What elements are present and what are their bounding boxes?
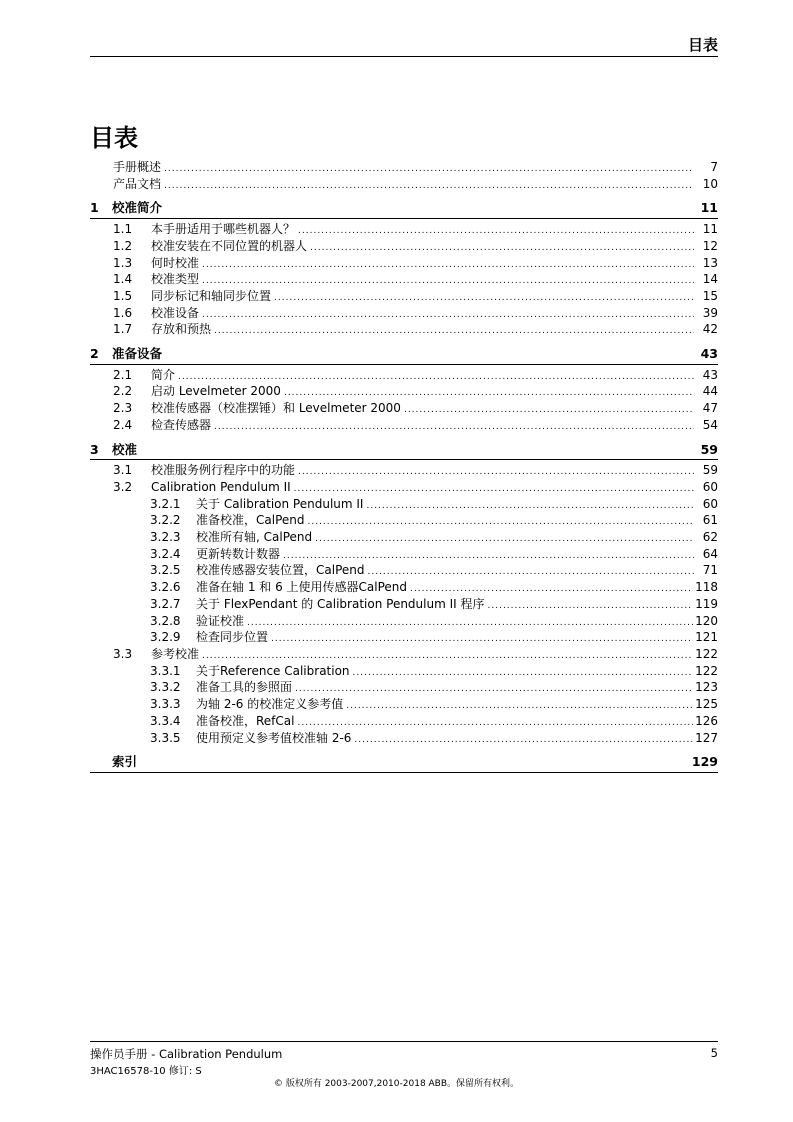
toc-entry-label: 检查传感器 bbox=[151, 417, 212, 432]
toc-leader-dots bbox=[214, 420, 694, 435]
toc-entry-label: 校准类型 bbox=[151, 272, 200, 287]
toc-entry-label: 校准服务例行程序中的功能 bbox=[151, 463, 296, 478]
toc-entry-number: 1.4 bbox=[113, 272, 133, 287]
toc-leader-dots bbox=[367, 565, 694, 580]
toc-leader-dots bbox=[274, 291, 694, 306]
toc-entry-label: 手册概述 bbox=[113, 160, 162, 174]
toc-leader-dots bbox=[354, 733, 693, 748]
toc-entry-page: 118 bbox=[695, 580, 718, 595]
toc-entry-label: 关于 FlexPendant 的 Calibration Pendulum II 程序 bbox=[196, 596, 485, 611]
toc-entry-page: 61 bbox=[702, 513, 718, 528]
header-title: 目表 bbox=[687, 36, 718, 54]
toc-entry[interactable] bbox=[90, 368, 718, 385]
toc-entry-label: 校准传感器安装位置，CalPend bbox=[196, 563, 365, 578]
toc-entry[interactable] bbox=[90, 630, 718, 647]
toc-chapter-number: 1 bbox=[90, 200, 99, 216]
toc-leader-dots bbox=[310, 241, 694, 256]
toc-leader-dots bbox=[298, 224, 694, 239]
toc-entry-page: 7 bbox=[710, 160, 718, 174]
toc-entry[interactable] bbox=[90, 513, 718, 530]
toc-entry[interactable] bbox=[90, 418, 718, 435]
toc-entry-page: 60 bbox=[702, 496, 718, 511]
toc-entry-number: 3.2.8 bbox=[150, 613, 181, 628]
toc-entry-page: 64 bbox=[702, 546, 718, 561]
toc-entry-page: 122 bbox=[695, 663, 718, 678]
toc-entry[interactable] bbox=[90, 480, 718, 497]
toc-entry-label: 校准设备 bbox=[151, 305, 200, 320]
toc-entry-label: 启动 Levelmeter 2000 bbox=[151, 384, 281, 399]
toc-entry[interactable] bbox=[90, 563, 718, 580]
toc-entry-label: 何时校准 bbox=[151, 255, 200, 270]
toc-entry[interactable] bbox=[90, 614, 718, 631]
toc-leader-dots bbox=[178, 370, 694, 385]
toc-entry-label: 准备在轴 1 和 6 上使用传感器CalPend bbox=[196, 580, 408, 595]
copyright-notice: © 版权所有 2003-2007,2010-2018 ABB。保留所有权利。 bbox=[273, 1079, 520, 1089]
toc-leader-dots bbox=[214, 324, 694, 339]
toc-entry[interactable] bbox=[90, 580, 718, 597]
toc-leader-dots bbox=[294, 482, 694, 497]
toc-leader-dots bbox=[410, 582, 693, 597]
toc-entry-label: 简介 bbox=[151, 367, 176, 382]
toc-chapter-title: 索引 bbox=[112, 754, 138, 770]
toc-entry[interactable] bbox=[90, 463, 718, 480]
toc-entry-label: 准备校准，RefCal bbox=[196, 713, 295, 728]
page-title: 目表 bbox=[90, 124, 138, 152]
toc-entry-page: 13 bbox=[702, 255, 718, 270]
toc-entry-page: 14 bbox=[702, 272, 718, 287]
toc-entry-label: 校准安装在不同位置的机器人 bbox=[151, 238, 308, 253]
page-footer bbox=[90, 1041, 718, 1077]
toc-entry-page: 119 bbox=[695, 596, 718, 611]
toc-leader-dots bbox=[315, 532, 694, 547]
toc-entry-number: 3.3.5 bbox=[150, 730, 181, 745]
toc-entry[interactable] bbox=[90, 239, 718, 256]
toc-entry-page: 122 bbox=[695, 646, 718, 661]
toc-leader-dots bbox=[202, 274, 694, 289]
toc-entry-number: 3.2.3 bbox=[150, 530, 181, 545]
toc-entry-page: 60 bbox=[702, 479, 718, 494]
toc-chapter-heading[interactable] bbox=[90, 755, 718, 773]
toc-entry-page: 39 bbox=[702, 305, 718, 320]
toc-entry-label: 准备工具的参照面 bbox=[196, 680, 293, 695]
toc-chapter-page: 59 bbox=[700, 441, 718, 457]
page-header bbox=[90, 34, 718, 57]
toc-entry-label: 更新转数计数器 bbox=[196, 546, 281, 561]
toc-entry[interactable] bbox=[90, 222, 718, 239]
toc-entry[interactable] bbox=[90, 647, 718, 664]
toc-leader-dots bbox=[284, 386, 694, 401]
toc-entry[interactable] bbox=[90, 256, 718, 273]
toc-entry-page: 15 bbox=[702, 288, 718, 303]
toc-chapter-title: 准备设备 bbox=[112, 346, 163, 362]
toc-entry[interactable] bbox=[90, 177, 718, 194]
toc-entry-number: 2.2 bbox=[113, 384, 133, 399]
toc-entry-number: 2.3 bbox=[113, 401, 133, 416]
toc-entry-number: 3.2.5 bbox=[150, 563, 181, 578]
toc-chapter-page: 43 bbox=[700, 346, 718, 362]
toc-chapter-heading[interactable] bbox=[90, 443, 718, 461]
toc-entry-page: 43 bbox=[702, 367, 718, 382]
toc-leader-dots bbox=[353, 666, 694, 681]
toc-entry[interactable] bbox=[90, 731, 718, 748]
toc-entry-page: 12 bbox=[702, 238, 718, 253]
toc-entry[interactable] bbox=[90, 714, 718, 731]
toc-entry-page: 120 bbox=[695, 613, 718, 628]
toc-leader-dots bbox=[202, 258, 694, 273]
toc-entry[interactable] bbox=[90, 530, 718, 547]
toc-leader-dots bbox=[307, 515, 694, 530]
toc-entry[interactable] bbox=[90, 384, 718, 401]
toc-entry[interactable] bbox=[90, 289, 718, 306]
toc-entry[interactable] bbox=[90, 272, 718, 289]
toc-entry-page: 54 bbox=[702, 417, 718, 432]
toc-chapter-page: 129 bbox=[691, 754, 718, 770]
toc-entry-number: 3.3.1 bbox=[150, 663, 181, 678]
toc-entry-page: 123 bbox=[695, 680, 718, 695]
toc-entry-number: 3.2.9 bbox=[150, 630, 181, 645]
toc-leader-dots bbox=[297, 716, 693, 731]
toc-entry-number: 1.3 bbox=[113, 255, 133, 270]
toc-entry[interactable] bbox=[90, 497, 718, 514]
toc-entry-number: 3.3.4 bbox=[150, 713, 181, 728]
toc-entry[interactable] bbox=[90, 160, 718, 177]
toc-entry-page: 10 bbox=[702, 176, 718, 191]
toc-entry-page: 59 bbox=[702, 463, 718, 478]
toc-entry-label: 使用预定义参考值校准轴 2-6 bbox=[196, 730, 352, 745]
toc-entry-number: 2.4 bbox=[113, 417, 133, 432]
toc-leader-dots bbox=[271, 632, 693, 647]
toc-leader-dots bbox=[202, 649, 693, 664]
toc-chapter-number: 3 bbox=[90, 441, 99, 457]
toc-entry-label: 存放和预热 bbox=[151, 322, 212, 337]
toc-leader-dots bbox=[298, 465, 694, 480]
footer-doc-id: 3HAC16578-10 修订: S bbox=[90, 1066, 202, 1077]
toc-entry[interactable] bbox=[90, 597, 718, 614]
toc-entry-number: 3.2.2 bbox=[150, 513, 181, 528]
toc-leader-dots bbox=[404, 403, 694, 418]
toc-entry-number: 3.2.6 bbox=[150, 580, 181, 595]
toc-entry-label: 关于Reference Calibration bbox=[196, 663, 350, 678]
footer-manual-title: 操作员手册 - Calibration Pendulum bbox=[90, 1047, 283, 1061]
toc-entry-label: 本手册适用于哪些机器人？ bbox=[151, 222, 296, 237]
toc-leader-dots bbox=[295, 682, 693, 697]
toc-entry-page: 126 bbox=[695, 713, 718, 728]
toc-entry[interactable] bbox=[90, 401, 718, 418]
toc-entry-page: 47 bbox=[702, 401, 718, 416]
toc-entry-label: 关于 Calibration Pendulum II bbox=[196, 496, 364, 511]
toc-entry[interactable] bbox=[90, 322, 718, 339]
toc-leader-dots bbox=[488, 599, 694, 614]
toc-entry[interactable] bbox=[90, 306, 718, 323]
toc-entry[interactable] bbox=[90, 664, 718, 681]
toc-entry-page: 71 bbox=[702, 563, 718, 578]
toc-entry-label: 校准所有轴, CalPend bbox=[196, 530, 313, 545]
toc-entry[interactable] bbox=[90, 697, 718, 714]
toc-entry-number: 1.5 bbox=[113, 288, 133, 303]
toc-leader-dots bbox=[366, 499, 694, 514]
toc-entry-label: 校准传感器（校准摆锤）和 Levelmeter 2000 bbox=[151, 401, 401, 416]
toc-chapter-heading[interactable] bbox=[90, 201, 718, 219]
toc-entry-number: 1.2 bbox=[113, 238, 133, 253]
footer-page-number: 5 bbox=[710, 1046, 718, 1060]
toc-entry-page: 62 bbox=[702, 530, 718, 545]
toc-entry[interactable] bbox=[90, 547, 718, 564]
toc-entry-number: 3.2.4 bbox=[150, 546, 181, 561]
toc-entry-label: 验证校准 bbox=[196, 613, 245, 628]
toc-leader-dots bbox=[247, 616, 693, 631]
toc-entry-number: 3.1 bbox=[113, 463, 133, 478]
toc-chapter-title: 校准 bbox=[112, 441, 138, 457]
toc-entry-number: 3.3 bbox=[113, 646, 133, 661]
toc-chapter-page: 11 bbox=[700, 200, 718, 216]
toc-entry-number: 1.6 bbox=[113, 305, 133, 320]
toc-entry-number: 3.3.2 bbox=[150, 680, 181, 695]
toc-entry-number: 1.7 bbox=[113, 322, 133, 337]
toc-entry-page: 127 bbox=[695, 730, 718, 745]
toc-entry-label: 同步标记和轴同步位置 bbox=[151, 288, 272, 303]
toc-entry-page: 121 bbox=[695, 630, 718, 645]
toc-entry-number: 1.1 bbox=[113, 222, 133, 237]
toc-chapter-number: 2 bbox=[90, 346, 99, 362]
toc-leader-dots bbox=[346, 699, 693, 714]
toc-entry-label: Calibration Pendulum II bbox=[151, 479, 291, 494]
toc-entry-number: 2.1 bbox=[113, 367, 133, 382]
toc-entry-page: 11 bbox=[702, 222, 718, 237]
toc-entry-number: 3.2.7 bbox=[150, 596, 181, 611]
toc-entry-number: 3.3.3 bbox=[150, 697, 181, 712]
toc-entry-number: 3.2 bbox=[113, 479, 133, 494]
table-of-contents bbox=[90, 160, 718, 776]
toc-chapter-heading[interactable] bbox=[90, 347, 718, 365]
toc-leader-dots bbox=[164, 162, 694, 177]
toc-entry-page: 44 bbox=[702, 384, 718, 399]
toc-entry-label: 检查同步位置 bbox=[196, 630, 269, 645]
toc-chapter-title: 校准简介 bbox=[112, 200, 163, 216]
toc-leader-dots bbox=[164, 179, 694, 194]
toc-leader-dots bbox=[283, 549, 694, 564]
toc-entry-page: 125 bbox=[695, 697, 718, 712]
toc-entry[interactable] bbox=[90, 680, 718, 697]
toc-entry-label: 参考校准 bbox=[151, 646, 200, 661]
toc-entry-number: 3.2.1 bbox=[150, 496, 181, 511]
toc-entry-label: 产品文档 bbox=[113, 176, 162, 191]
toc-entry-label: 准备校准，CalPend bbox=[196, 513, 305, 528]
toc-entry-label: 为轴 2-6 的校准定义参考值 bbox=[196, 697, 344, 712]
toc-entry-page: 42 bbox=[702, 322, 718, 337]
toc-leader-dots bbox=[202, 308, 694, 323]
